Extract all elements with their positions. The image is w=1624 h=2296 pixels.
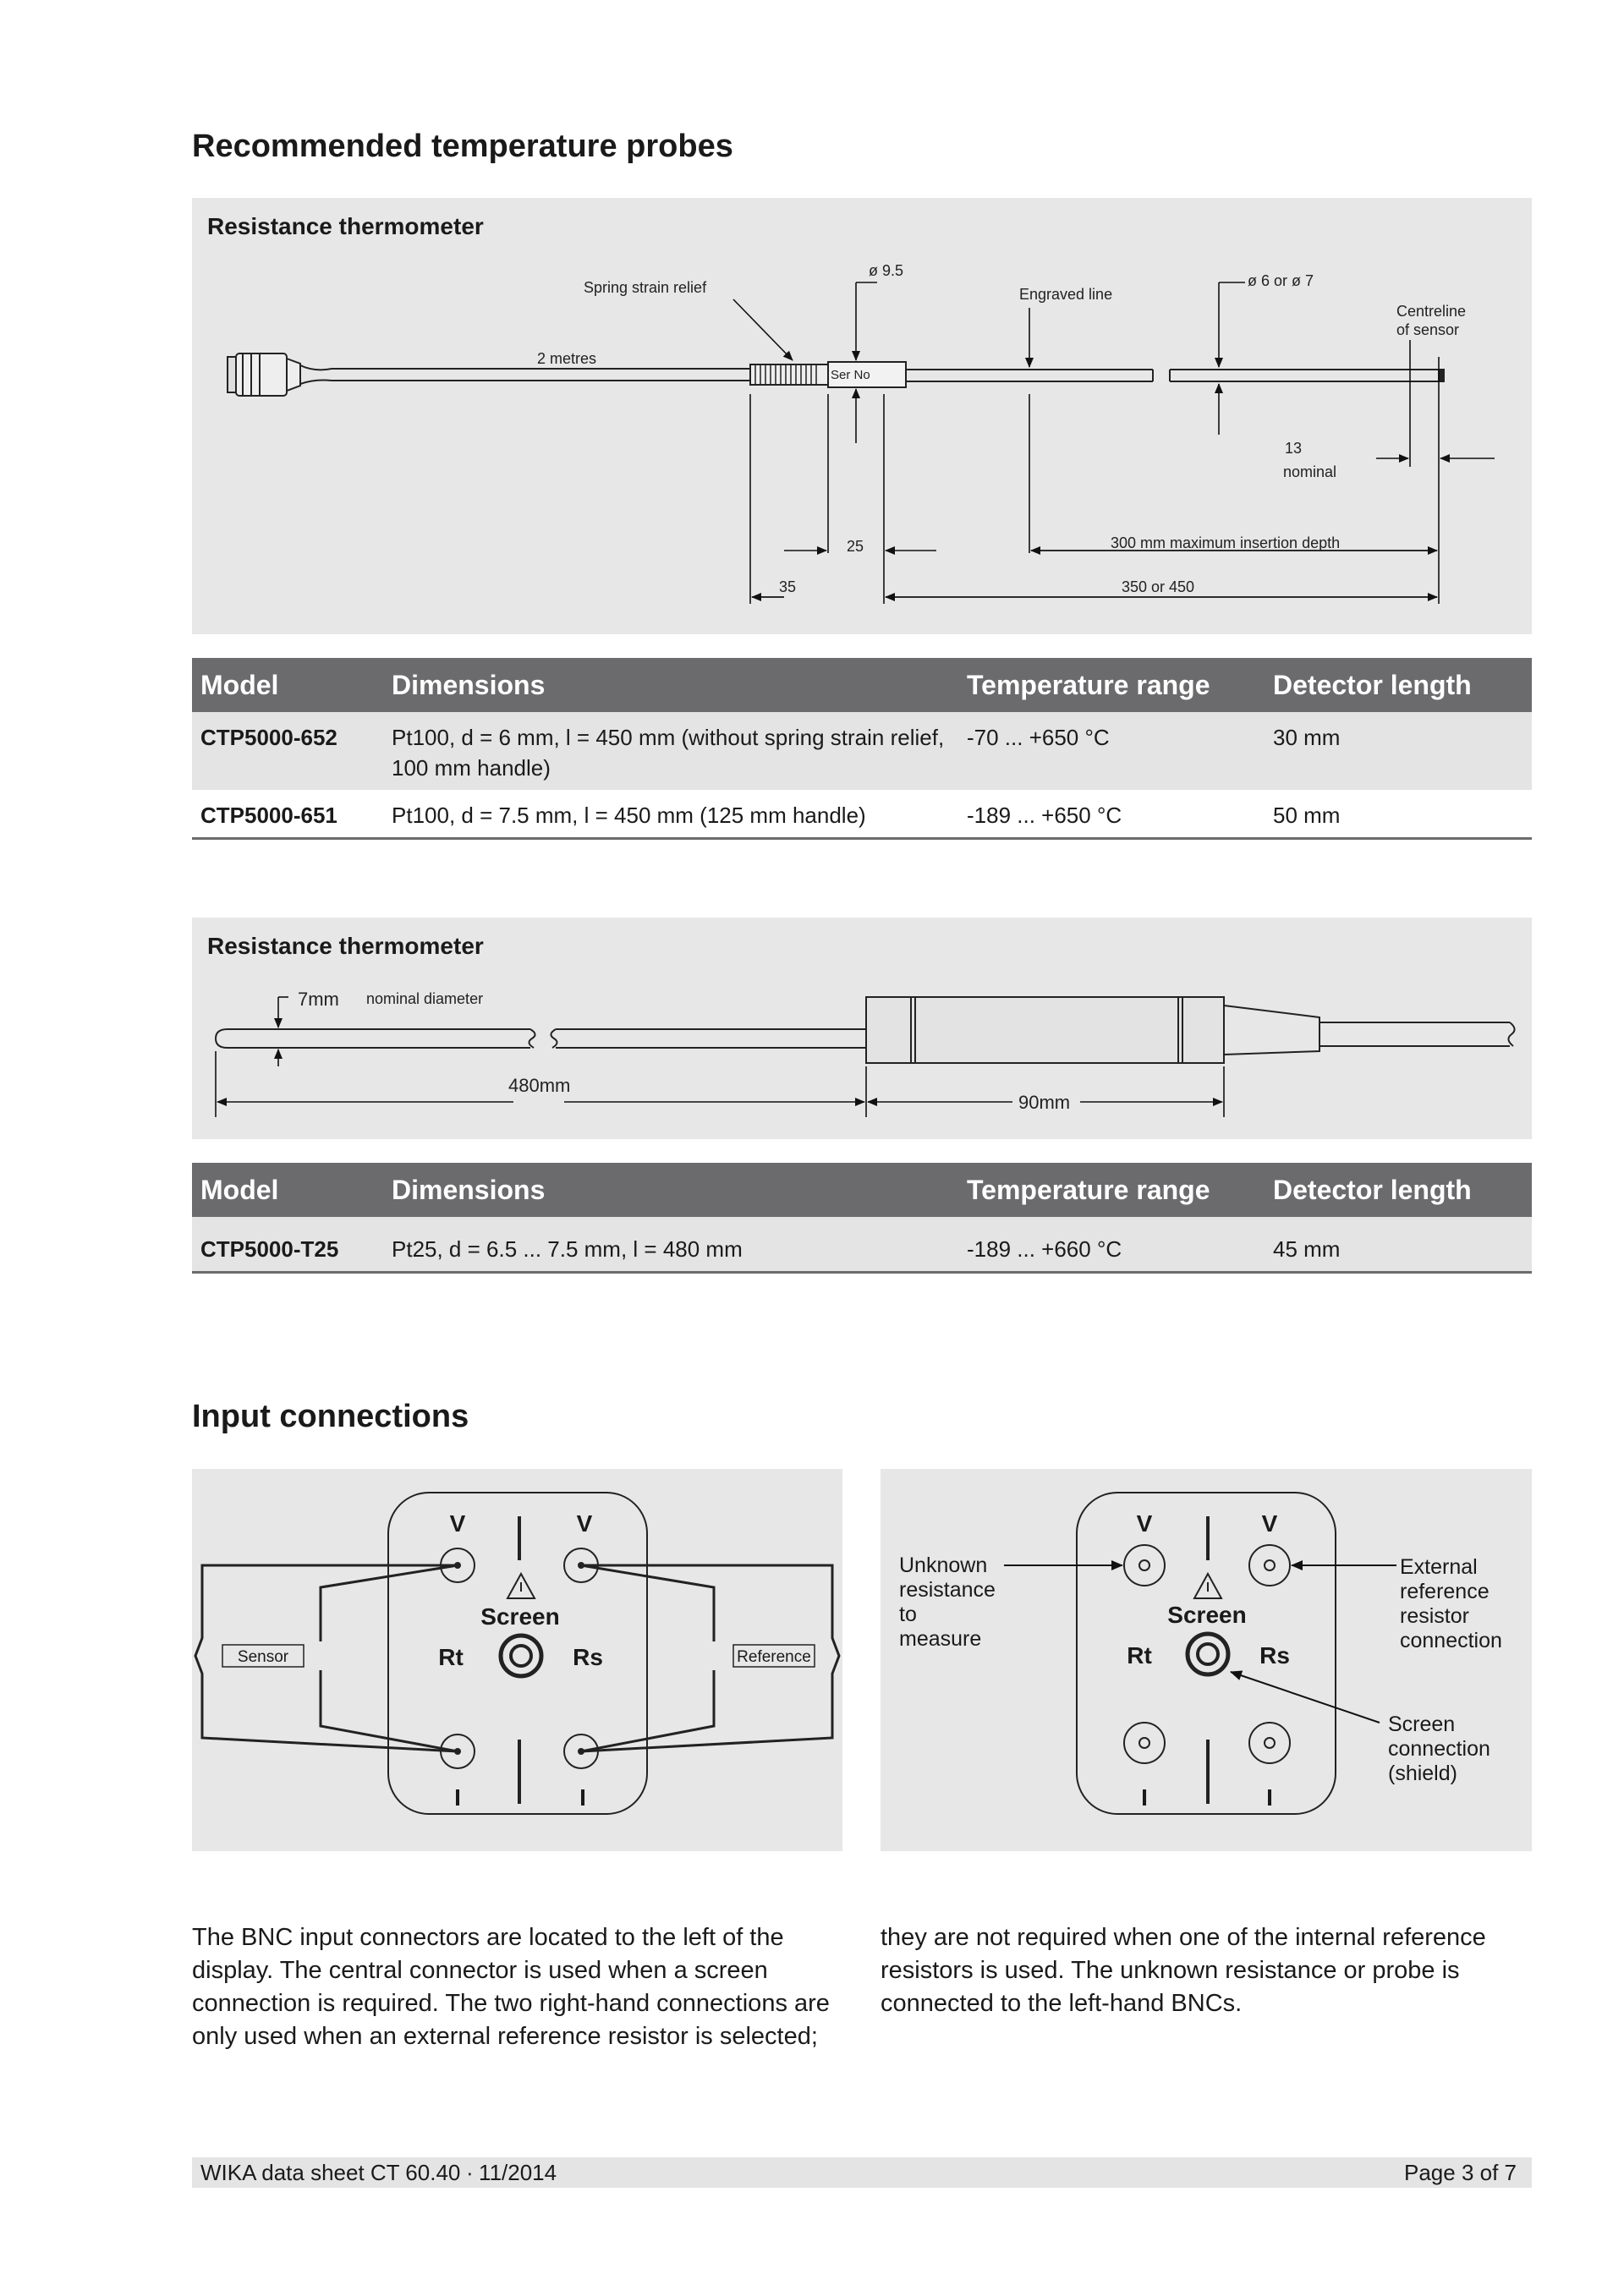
col-header-model: Model xyxy=(192,658,383,712)
label-centreline1: Centreline xyxy=(1396,303,1467,320)
table-header-row xyxy=(192,1163,1532,1217)
label-d7: 7mm xyxy=(298,989,339,1010)
table-row xyxy=(192,712,1532,790)
footer-doc-id: WIKA data sheet CT 60.40 ∙ 11/2014 xyxy=(200,2160,557,2185)
label-serno: Ser No xyxy=(831,368,870,382)
cell-model: CTP5000-T25 xyxy=(192,1217,383,1273)
probe2-spec-table xyxy=(192,1163,1532,1274)
table-row xyxy=(192,790,1532,839)
cell-dim-line1: Pt100, d = 6 mm, l = 450 mm (without spring strain relief, xyxy=(392,725,945,750)
connection-wiring-diagram xyxy=(192,1469,842,1851)
body-text-right xyxy=(881,1921,1532,2020)
text-line: connected to the left-hand BNCs. xyxy=(881,1990,1243,2017)
body-text-left xyxy=(192,1921,835,2053)
section-title-probes: Recommended temperature probes xyxy=(192,129,733,164)
label-d35: 35 xyxy=(779,578,797,595)
cell-dimensions xyxy=(383,712,958,790)
label-nominal-dia: nominal diameter xyxy=(366,990,484,1007)
text-line: resistors is used. The unknown resistance or probe is xyxy=(881,1957,1460,1984)
label-sensor: Sensor xyxy=(237,1648,289,1666)
label-metres: 2 metres xyxy=(537,350,597,367)
cell-dimensions: Pt100, d = 7.5 mm, l = 450 mm (125 mm handle) xyxy=(383,790,958,839)
label-screen: Screen xyxy=(1167,1602,1247,1628)
label-rt: Rt xyxy=(438,1644,464,1670)
label-n13: 13 xyxy=(1285,440,1303,457)
footer-page-number: Page 3 of 7 xyxy=(1404,2160,1517,2185)
page-footer xyxy=(192,2157,1532,2188)
col-header-length: Detector length xyxy=(1265,658,1532,712)
section-title-input-connections: Input connections xyxy=(192,1399,469,1434)
label-v2: V xyxy=(1261,1510,1278,1537)
probe1-drawing xyxy=(192,198,1532,634)
label-engraved: Engraved line xyxy=(1019,286,1113,303)
table-row xyxy=(192,1217,1532,1273)
label-external-4: connection xyxy=(1400,1629,1502,1652)
connection-legend-diagram xyxy=(881,1469,1532,1851)
label-screenconn-2: connection xyxy=(1388,1737,1490,1761)
label-unknown-3: to xyxy=(899,1603,917,1626)
label-centreline2: of sensor xyxy=(1396,321,1460,338)
label-nominal: nominal xyxy=(1283,463,1337,480)
text-line: they are not required when one of the internal reference xyxy=(881,1924,1486,1951)
cell-length: 30 mm xyxy=(1265,712,1532,790)
probe1-panel-title: Resistance thermometer xyxy=(207,213,484,239)
connection-wiring-panel xyxy=(192,1469,842,1851)
label-screenconn-3: (shield) xyxy=(1388,1762,1457,1785)
cell-model: CTP5000-652 xyxy=(192,712,383,790)
label-rs: Rs xyxy=(573,1644,603,1670)
col-header-length: Detector length xyxy=(1265,1163,1532,1217)
col-header-range: Temperature range xyxy=(958,658,1265,712)
cell-range: -70 ... +650 °C xyxy=(958,712,1265,790)
label-v1: V xyxy=(1136,1510,1153,1537)
label-external-2: reference xyxy=(1400,1580,1490,1603)
probe1-drawing-panel xyxy=(192,198,1532,634)
probe2-drawing xyxy=(192,918,1532,1139)
label-spring: Spring strain relief xyxy=(584,279,707,296)
cell-dimensions: Pt25, d = 6.5 ... 7.5 mm, l = 480 mm xyxy=(383,1217,958,1273)
label-d25: 25 xyxy=(847,538,864,555)
col-header-range: Temperature range xyxy=(958,1163,1265,1217)
cell-model: CTP5000-651 xyxy=(192,790,383,839)
text-line: only used when an external reference resistor is selected; xyxy=(192,2023,818,2050)
label-unknown-2: resistance xyxy=(899,1578,996,1602)
probe2-panel-title: Resistance thermometer xyxy=(207,933,484,959)
label-unknown-1: Unknown xyxy=(899,1553,988,1577)
label-unknown-4: measure xyxy=(899,1627,982,1651)
col-header-dimensions: Dimensions xyxy=(383,1163,958,1217)
cell-range: -189 ... +660 °C xyxy=(958,1217,1265,1273)
label-rt: Rt xyxy=(1127,1642,1152,1669)
label-v1: V xyxy=(449,1510,466,1537)
probe2-drawing-panel xyxy=(192,918,1532,1139)
label-maxdepth: 300 mm maximum insertion depth xyxy=(1111,534,1341,551)
text-line: connection is required. The two right-hand connections are xyxy=(192,1990,830,2017)
label-rs: Rs xyxy=(1259,1642,1290,1669)
label-screenconn-1: Screen xyxy=(1388,1712,1456,1736)
label-i2: I xyxy=(1266,1784,1273,1811)
col-header-model: Model xyxy=(192,1163,383,1217)
label-dia95: ø 9.5 xyxy=(869,262,904,279)
label-i1: I xyxy=(1141,1784,1148,1811)
label-external-1: External xyxy=(1400,1555,1478,1579)
text-line: display. The central connector is used when a screen xyxy=(192,1957,768,1984)
probe1-spec-table xyxy=(192,658,1532,840)
connection-legend-panel xyxy=(881,1469,1532,1851)
label-d90: 90mm xyxy=(1018,1092,1071,1113)
col-header-dimensions: Dimensions xyxy=(383,658,958,712)
cell-range: -189 ... +650 °C xyxy=(958,790,1265,839)
cell-length: 50 mm xyxy=(1265,790,1532,839)
label-d480: 480mm xyxy=(508,1075,571,1096)
cell-dim-line2: 100 mm handle) xyxy=(392,755,551,781)
label-i1: I xyxy=(454,1784,461,1811)
table-header-row xyxy=(192,658,1532,712)
label-screen: Screen xyxy=(480,1603,560,1630)
label-reference: Reference xyxy=(737,1648,811,1666)
label-d350: 350 or 450 xyxy=(1122,578,1195,595)
text-line: The BNC input connectors are located to the left of the xyxy=(192,1924,784,1951)
cell-length: 45 mm xyxy=(1265,1217,1532,1273)
label-v2: V xyxy=(576,1510,593,1537)
label-external-3: resistor xyxy=(1400,1604,1469,1628)
label-i2: I xyxy=(579,1784,586,1811)
label-dia67: ø 6 or ø 7 xyxy=(1248,272,1314,289)
